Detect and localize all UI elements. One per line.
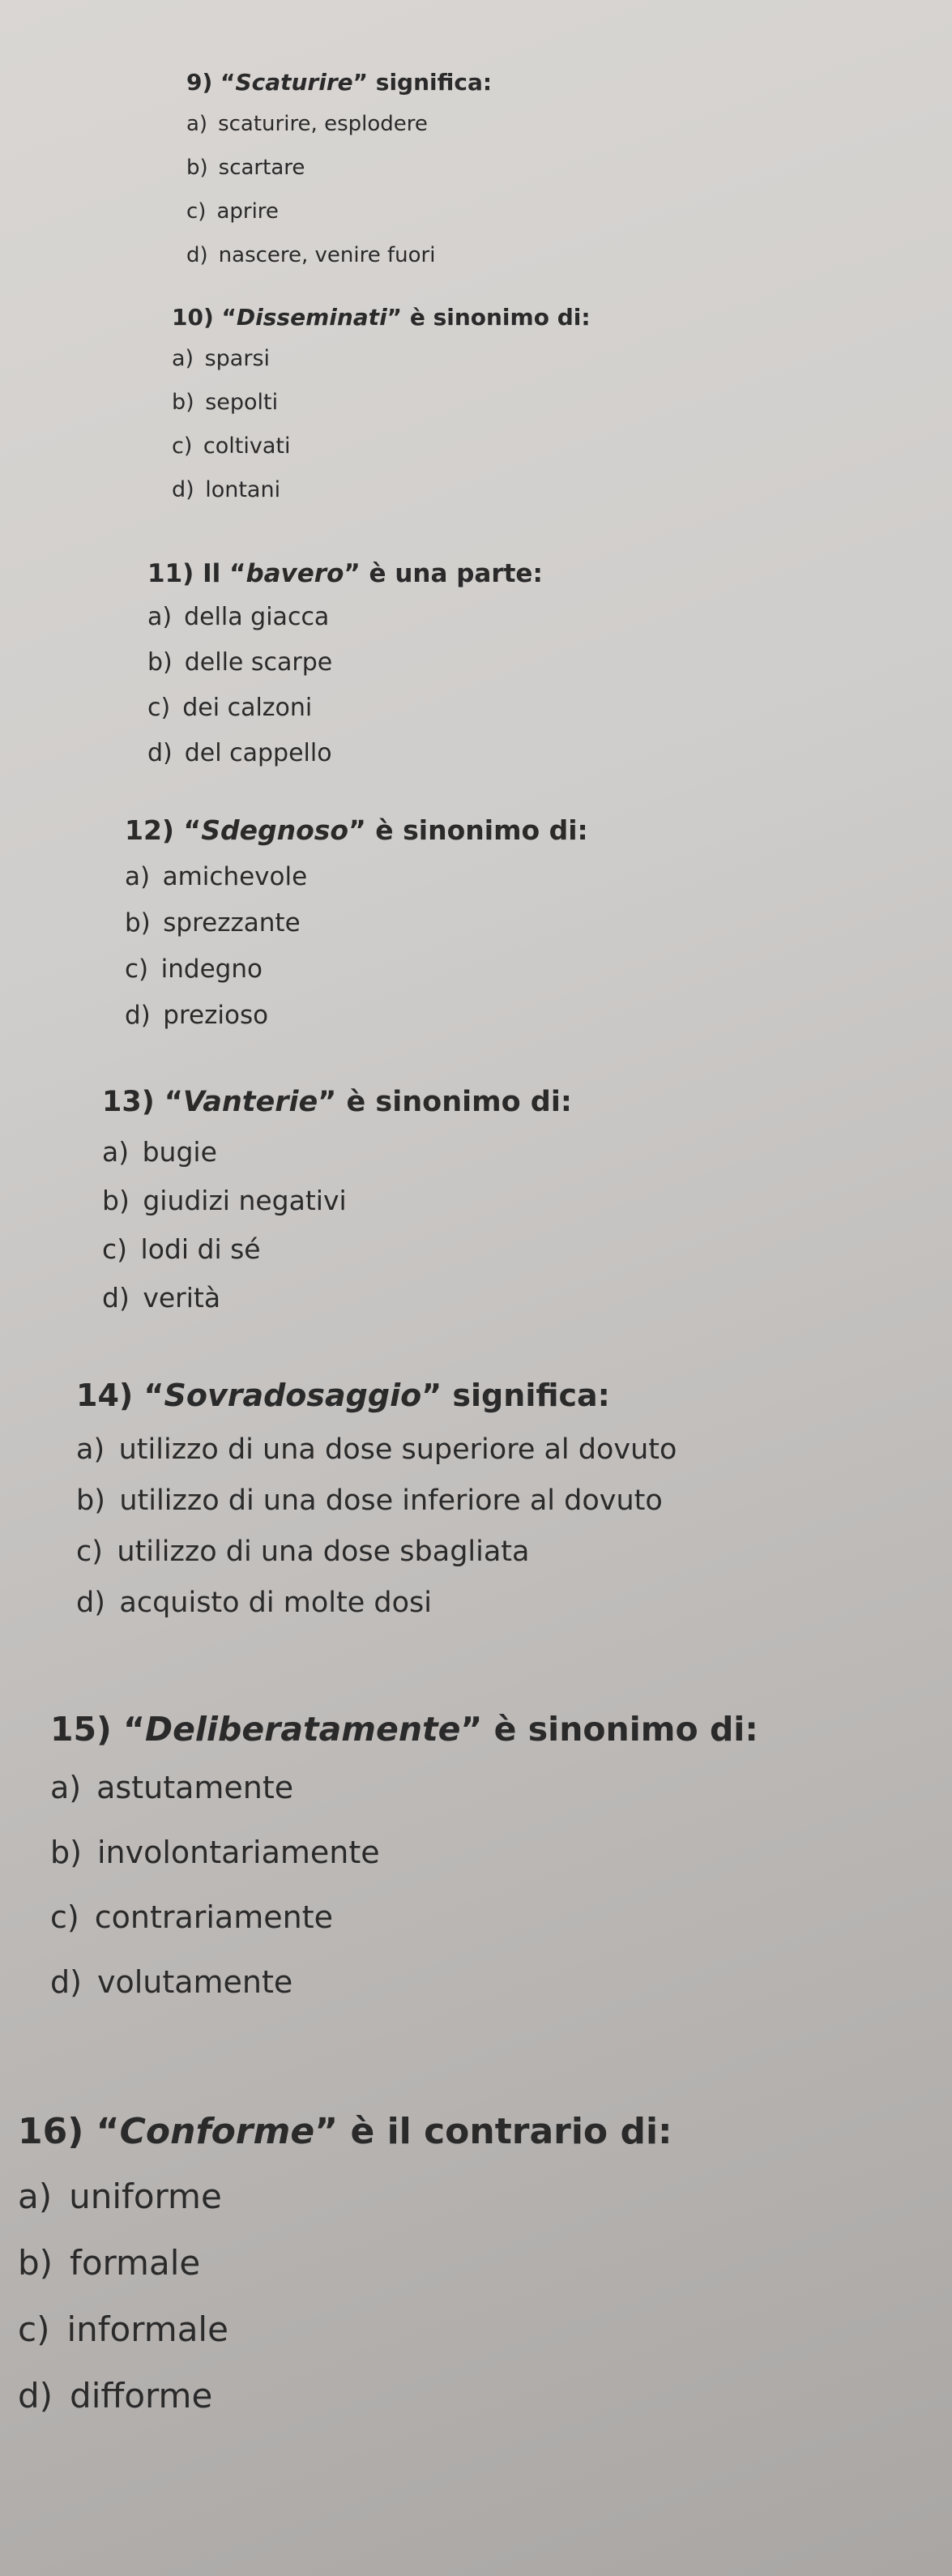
option-d <box>172 468 591 512</box>
option-d <box>18 2363 672 2429</box>
question-title <box>172 304 591 331</box>
option-list <box>125 854 588 1039</box>
option-c <box>172 425 591 468</box>
option-text: lodi di sé <box>140 1233 261 1265</box>
option-list <box>102 1128 572 1322</box>
option-letter: a) <box>147 603 173 631</box>
question-term: Sovradosaggio <box>164 1378 422 1413</box>
question-number: 15) <box>50 1710 112 1749</box>
option-text: formale <box>70 2243 201 2283</box>
option-d <box>147 731 543 776</box>
option-text: contrariamente <box>94 1899 333 1935</box>
option-letter: a) <box>76 1433 105 1466</box>
option-text: amichevole <box>162 862 308 891</box>
question-title <box>125 814 588 846</box>
open-quote: “ <box>143 1378 164 1413</box>
option-text: volutamente <box>96 1964 293 2000</box>
option-text: utilizzo di una dose superiore al dovuto <box>118 1433 677 1466</box>
option-letter: d) <box>186 243 208 267</box>
option-a <box>125 854 588 900</box>
option-text: verità <box>143 1282 221 1314</box>
option-text: lontani <box>205 477 281 502</box>
option-letter: d) <box>18 2376 53 2416</box>
option-letter: a) <box>102 1136 130 1168</box>
question-term: Scaturire <box>235 69 353 96</box>
option-b <box>172 381 591 425</box>
question-rest: è sinonimo di: <box>482 1710 758 1749</box>
option-text: uniforme <box>69 2177 222 2216</box>
option-letter: d) <box>125 1001 151 1030</box>
option-text: nascere, venire fuori <box>218 243 436 267</box>
option-text: utilizzo di una dose inferiore al dovuto <box>119 1485 663 1517</box>
question-14 <box>76 1378 677 1629</box>
option-letter: d) <box>76 1587 105 1619</box>
option-text: sparsi <box>204 346 271 371</box>
option-letter: c) <box>172 434 193 459</box>
close-quote: ” <box>460 1710 483 1749</box>
open-quote: “ <box>123 1710 146 1749</box>
question-rest: è una parte: <box>360 559 543 588</box>
option-letter: b) <box>50 1835 82 1870</box>
close-quote: ” <box>344 559 361 588</box>
question-9 <box>186 69 492 277</box>
option-text: utilizzo di una dose sbagliata <box>117 1536 530 1568</box>
option-text: giudizi negativi <box>143 1185 347 1216</box>
close-quote: ” <box>318 1086 337 1118</box>
option-letter: c) <box>147 694 171 722</box>
open-quote: “ <box>221 304 237 331</box>
option-text: scaturire, esplodere <box>218 112 428 136</box>
question-number: 12) <box>125 814 175 846</box>
option-c <box>125 946 588 993</box>
question-rest: significa: <box>368 69 493 96</box>
question-12 <box>125 814 588 1039</box>
option-b <box>18 2230 672 2296</box>
option-letter: d) <box>147 739 173 767</box>
close-quote: ” <box>386 304 403 331</box>
option-b <box>186 146 492 190</box>
option-a <box>172 337 591 381</box>
option-b <box>125 900 588 946</box>
option-text: dei calzoni <box>182 694 313 722</box>
option-text: informale <box>66 2309 228 2349</box>
option-text: scartare <box>218 156 305 180</box>
option-text: astutamente <box>96 1770 294 1805</box>
option-list <box>186 102 492 277</box>
option-a <box>186 102 492 146</box>
option-a <box>147 595 543 640</box>
open-quote: “ <box>96 2111 120 2152</box>
option-b <box>147 640 543 686</box>
option-letter: d) <box>50 1964 82 2000</box>
option-c <box>50 1885 758 1950</box>
option-letter: d) <box>102 1282 130 1314</box>
question-number: 10) <box>172 304 214 331</box>
option-letter: b) <box>125 908 151 938</box>
option-c <box>18 2296 672 2363</box>
question-rest: è sinonimo di: <box>365 814 588 846</box>
question-term: Conforme <box>119 2111 315 2152</box>
option-a <box>76 1425 677 1476</box>
open-quote: “ <box>229 559 246 588</box>
option-text: aprire <box>216 199 279 224</box>
question-prefix: Il <box>194 559 230 588</box>
question-title <box>76 1378 677 1413</box>
option-letter: b) <box>18 2243 53 2283</box>
option-text: indegno <box>160 955 263 984</box>
question-rest: è sinonimo di: <box>336 1086 572 1118</box>
option-a <box>18 2164 672 2230</box>
option-text: sprezzante <box>163 908 301 938</box>
question-number: 14) <box>76 1378 134 1413</box>
question-title <box>186 69 492 96</box>
option-text: del cappello <box>184 739 332 767</box>
option-text: difforme <box>70 2376 213 2416</box>
option-c <box>186 190 492 233</box>
question-rest: significa: <box>442 1378 610 1413</box>
option-text: delle scarpe <box>184 648 333 677</box>
option-letter: b) <box>76 1485 105 1517</box>
option-a <box>102 1128 572 1177</box>
question-number: 13) <box>102 1086 155 1118</box>
option-letter: b) <box>186 156 208 180</box>
option-letter: c) <box>125 955 149 984</box>
option-letter: a) <box>50 1770 82 1805</box>
question-13 <box>102 1086 572 1322</box>
option-list <box>147 595 543 776</box>
question-rest: è il contrario di: <box>338 2111 672 2152</box>
option-letter: b) <box>147 648 173 677</box>
question-rest: è sinonimo di: <box>402 304 591 331</box>
option-c <box>147 686 543 731</box>
question-title <box>147 559 543 588</box>
question-title <box>50 1710 758 1749</box>
close-quote: ” <box>314 2111 339 2152</box>
option-list <box>172 337 591 512</box>
option-letter: a) <box>186 112 208 136</box>
option-letter: c) <box>76 1536 103 1568</box>
option-letter: c) <box>186 199 207 224</box>
option-letter: b) <box>172 390 194 415</box>
option-text: bugie <box>142 1136 217 1168</box>
option-letter: d) <box>172 477 194 502</box>
question-16 <box>18 2111 672 2429</box>
option-text: della giacca <box>184 603 330 631</box>
open-quote: “ <box>183 814 202 846</box>
question-term: Disseminati <box>236 304 387 331</box>
question-title <box>18 2111 672 2152</box>
option-d <box>186 233 492 277</box>
option-letter: a) <box>18 2177 53 2216</box>
option-text: prezioso <box>163 1001 269 1030</box>
question-10 <box>172 304 591 512</box>
option-text: involontariamente <box>96 1835 380 1870</box>
question-term: Vanterie <box>182 1086 318 1118</box>
option-d <box>102 1274 572 1322</box>
option-letter: a) <box>172 346 194 371</box>
option-text: coltivati <box>203 434 291 459</box>
option-list <box>18 2164 672 2429</box>
question-number: 9) <box>186 69 213 96</box>
question-number: 11) <box>147 559 194 588</box>
option-a <box>50 1755 758 1820</box>
option-text: acquisto di molte dosi <box>119 1587 432 1619</box>
option-b <box>76 1476 677 1527</box>
question-title <box>102 1086 572 1118</box>
open-quote: “ <box>164 1086 183 1118</box>
option-c <box>76 1527 677 1578</box>
question-11 <box>147 559 543 776</box>
question-term: Deliberatamente <box>145 1710 461 1749</box>
option-d <box>76 1578 677 1629</box>
option-d <box>50 1950 758 2014</box>
option-letter: a) <box>125 862 151 891</box>
option-d <box>125 993 588 1039</box>
option-letter: c) <box>102 1233 128 1265</box>
option-b <box>102 1177 572 1225</box>
question-term: bavero <box>245 559 344 588</box>
option-list <box>76 1425 677 1629</box>
option-letter: c) <box>18 2309 50 2349</box>
question-number: 16) <box>18 2111 84 2152</box>
option-letter: c) <box>50 1899 79 1935</box>
open-quote: “ <box>220 69 236 96</box>
close-quote: ” <box>421 1378 442 1413</box>
close-quote: ” <box>348 814 366 846</box>
question-15 <box>50 1710 758 2014</box>
question-term: Sdegnoso <box>201 814 349 846</box>
close-quote: ” <box>352 69 369 96</box>
option-c <box>102 1225 572 1274</box>
option-list <box>50 1755 758 2014</box>
option-b <box>50 1820 758 1885</box>
option-text: sepolti <box>205 390 279 415</box>
option-letter: b) <box>102 1185 130 1216</box>
